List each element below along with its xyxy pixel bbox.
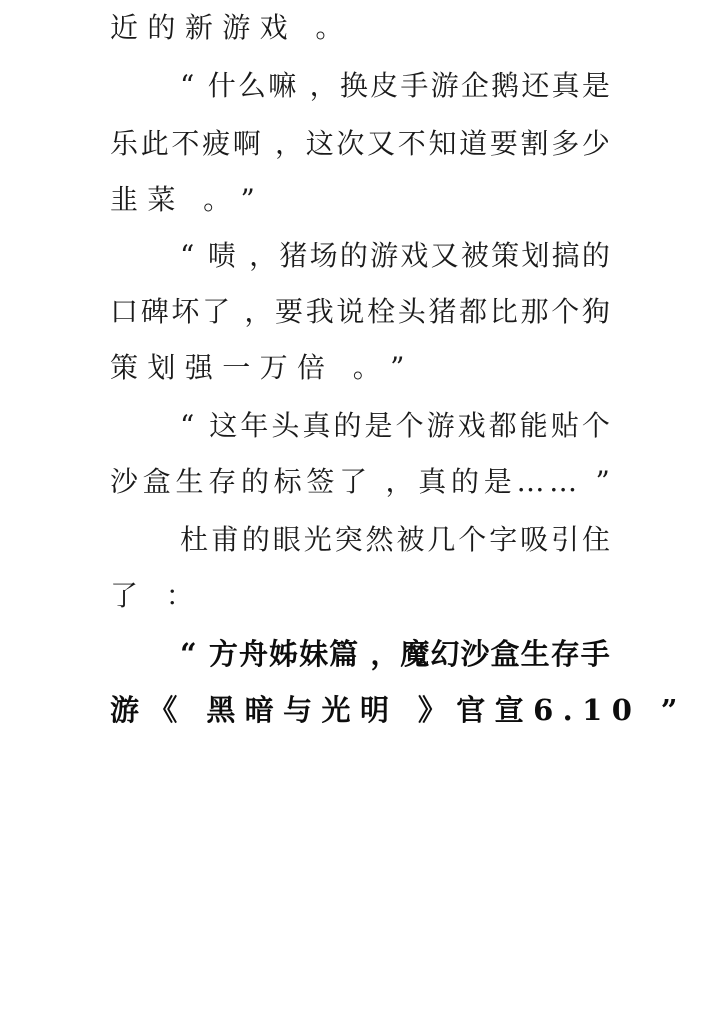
text-line-2: “ 什 么 嘛 ， 换 皮 手 游 企 鹅 还 真 是 bbox=[180, 69, 610, 102]
text-line-1: 近 的 新 游 戏 。 bbox=[110, 11, 344, 44]
text-line-9: 沙 盒 生 存 的 标 签 了 ， 真 的 是 … … ” bbox=[110, 465, 610, 498]
headline-line-2: 游 《 黑 暗 与 光 明 》 官 宣 6 . 1 0 ” bbox=[110, 693, 678, 727]
text-line-3: 乐 此 不 疲 啊 ， 这 次 又 不 知 道 要 割 多 少 bbox=[110, 127, 610, 160]
text-line-5: “ 啧 ， 猪 场 的 游 戏 又 被 策 划 搞 的 bbox=[180, 239, 610, 272]
text-line-10: 杜 甫 的 眼 光 突 然 被 几 个 字 吸 引 住 bbox=[180, 523, 610, 556]
headline-line-1: “ 方 舟 姊 妹 篇 ， 魔 幻 沙 盒 生 存 手 bbox=[180, 637, 610, 671]
text-line-6: 口 碑 坏 了 ， 要 我 说 栓 头 猪 都 比 那 个 狗 bbox=[110, 295, 610, 328]
text-line-7: 策 划 强 一 万 倍 。 ” bbox=[110, 351, 405, 384]
text-line-8: “ 这 年 头 真 的 是 个 游 戏 都 能 贴 个 bbox=[180, 409, 610, 442]
text-line-11: 了 ： bbox=[110, 579, 194, 612]
text-line-4: 韭 菜 。 ” bbox=[110, 183, 255, 216]
